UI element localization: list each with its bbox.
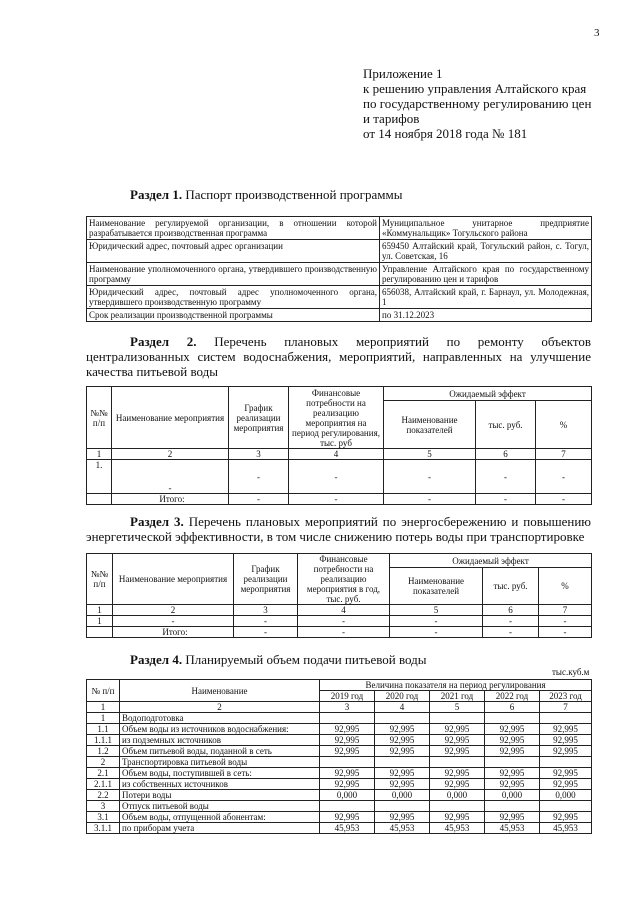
column-number: 7 — [540, 702, 592, 713]
total-pct: - — [539, 627, 592, 638]
row-num: 2.1.1 — [87, 779, 120, 790]
header-effect: Ожидаемый эффект — [384, 387, 592, 401]
row-value: 92,995 — [320, 812, 375, 823]
header-num: №№ п/п — [87, 387, 112, 449]
page-number: 3 — [594, 27, 600, 39]
row-value: 0,000 — [430, 790, 485, 801]
column-number: 4 — [289, 449, 384, 460]
total-finance: - — [298, 627, 390, 638]
row-value: 92,995 — [430, 735, 485, 746]
row-value — [540, 757, 592, 768]
table-row — [87, 616, 592, 627]
row-value: 0,000 — [540, 790, 592, 801]
row-name: - — [112, 460, 229, 494]
section3-title: Перечень плановых мероприятий по энергосбережению и повышению энергетической эффективности, в том числе снижению потерь воды при транспортировке — [86, 514, 591, 544]
table-row — [87, 801, 592, 812]
passport-label: Юридический адрес, почтовый адрес уполномоченного органа, утвердившего производственную программу — [87, 286, 380, 309]
row-name: из подземных источников — [120, 735, 320, 746]
table-row — [87, 387, 592, 401]
row-value: 0,000 — [375, 790, 430, 801]
section4-label: Раздел 4. — [130, 652, 183, 667]
total-thous: - — [476, 494, 536, 505]
passport-label: Наименование уполномоченного органа, утвердившего производственную программу — [87, 263, 380, 286]
row-value — [375, 757, 430, 768]
row-value: 92,995 — [430, 779, 485, 790]
row-value — [375, 801, 430, 812]
passport-value: Муниципальное унитарное предприятие «Коммунальщик» Тогульского района — [380, 217, 592, 240]
row-name: - — [113, 616, 234, 627]
passport-label: Юридический адрес, почтовый адрес организации — [87, 240, 380, 263]
header-num: №№ п/п — [87, 554, 113, 605]
passport-value: Управление Алтайского края по государственному регулированию цен и тарифов — [380, 263, 592, 286]
appendix-line: Приложение 1 — [363, 66, 443, 81]
row-value — [540, 801, 592, 812]
section1-heading — [130, 187, 402, 202]
row-thous: - — [483, 616, 539, 627]
header-name: Наименование мероприятия — [112, 387, 229, 449]
row-value: 45,953 — [430, 823, 485, 834]
column-number: 4 — [298, 605, 390, 616]
header-name: Наименование — [120, 680, 320, 702]
row-value: 92,995 — [430, 746, 485, 757]
passport-label: Срок реализации производственной программы — [87, 309, 380, 322]
table-row — [87, 554, 592, 568]
row-value: 92,995 — [375, 746, 430, 757]
row-num: 2 — [87, 757, 120, 768]
row-name: Объем воды из источников водоснабжения: — [120, 724, 320, 735]
table-row — [87, 494, 592, 505]
row-value: 92,995 — [540, 735, 592, 746]
header-pct: % — [539, 568, 592, 605]
row-num: 1.1.1 — [87, 735, 120, 746]
column-number: 6 — [485, 702, 540, 713]
row-value — [540, 713, 592, 724]
column-number: 3 — [229, 449, 289, 460]
section3-table — [86, 553, 592, 638]
column-number: 2 — [120, 702, 320, 713]
appendix-line: по государственному регулированию цен — [363, 96, 592, 111]
column-number: 4 — [375, 702, 430, 713]
row-value: 92,995 — [320, 735, 375, 746]
row-name: по приборам учета — [120, 823, 320, 834]
header-effect: Ожидаемый эффект — [390, 554, 592, 568]
row-name: Объем воды, поступившей в сеть: — [120, 768, 320, 779]
table-row — [87, 812, 592, 823]
header-year: 2021 год — [430, 691, 485, 702]
total-schedule: - — [229, 494, 289, 505]
column-number: 7 — [536, 449, 592, 460]
row-value: 92,995 — [320, 779, 375, 790]
column-number: 7 — [539, 605, 592, 616]
row-value — [485, 713, 540, 724]
row-value: 0,000 — [320, 790, 375, 801]
row-value: 92,995 — [320, 746, 375, 757]
header-pct: % — [536, 401, 592, 449]
unit-label: тыс.куб.м — [552, 667, 590, 677]
header-period: Величина показателя на период регулирования — [320, 680, 592, 691]
table-row — [87, 713, 592, 724]
row-value: 92,995 — [430, 812, 485, 823]
row-value: 92,995 — [430, 768, 485, 779]
header-indicator: Наименование показателей — [384, 401, 476, 449]
table-row — [87, 680, 592, 691]
row-value — [430, 757, 485, 768]
row-value: 92,995 — [485, 746, 540, 757]
section4-body — [87, 713, 592, 834]
row-value: 92,995 — [540, 779, 592, 790]
header-finance: Финансовые потребности на реализацию мероприятия в год, тыс. руб. — [298, 554, 390, 605]
table-row — [87, 449, 592, 460]
column-number: 5 — [430, 702, 485, 713]
row-num: 3 — [87, 801, 120, 812]
table-row — [87, 735, 592, 746]
header-thous: тыс. руб. — [483, 568, 539, 605]
row-schedule: - — [234, 616, 298, 627]
row-value: 0,000 — [485, 790, 540, 801]
section1-title: Паспорт производственной программы — [185, 187, 403, 202]
table-row — [87, 309, 592, 322]
section2-heading — [86, 334, 591, 379]
row-name: Водоподготовка — [120, 713, 320, 724]
table-row — [87, 768, 592, 779]
row-value: 45,953 — [320, 823, 375, 834]
section2-title: Перечень плановых мероприятий по ремонту объектов централизованных систем водоснабжения, мероприятий, направленных на улучшение качества питьевой воды — [86, 334, 592, 379]
column-number: 3 — [320, 702, 375, 713]
total-thous: - — [483, 627, 539, 638]
row-thous: - — [476, 460, 536, 494]
row-indicator: - — [384, 460, 476, 494]
row-value: 92,995 — [320, 724, 375, 735]
row-name: Отпуск питьевой воды — [120, 801, 320, 812]
row-value: 92,995 — [540, 812, 592, 823]
section3-label: Раздел 3. — [130, 514, 184, 529]
appendix-line: к решению управления Алтайского края — [363, 81, 587, 96]
row-value: 92,995 — [485, 768, 540, 779]
appendix-line: и тарифов — [363, 111, 420, 126]
column-number: 2 — [113, 605, 234, 616]
row-value: 92,995 — [375, 779, 430, 790]
total-label: Итого: — [112, 494, 229, 505]
row-indicator: - — [390, 616, 483, 627]
row-value: 92,995 — [320, 768, 375, 779]
column-number: 1 — [87, 449, 112, 460]
header-indicator: Наименование показателей — [390, 568, 483, 605]
column-number: 1 — [87, 605, 113, 616]
section2-label: Раздел 2. — [130, 334, 197, 349]
row-value: 92,995 — [485, 724, 540, 735]
row-num: 1 — [87, 713, 120, 724]
row-num: 3.1 — [87, 812, 120, 823]
row-value — [320, 801, 375, 812]
row-pct: - — [536, 460, 592, 494]
table-row — [87, 240, 592, 263]
row-value: 92,995 — [375, 812, 430, 823]
row-schedule: - — [229, 460, 289, 494]
row-value — [320, 713, 375, 724]
row-value — [430, 801, 485, 812]
row-value — [375, 713, 430, 724]
total-indicator: - — [390, 627, 483, 638]
header-num: № п/п — [87, 680, 120, 702]
header-year: 2020 год — [375, 691, 430, 702]
row-value: 92,995 — [485, 779, 540, 790]
row-value: 92,995 — [540, 746, 592, 757]
total-label: Итого: — [113, 627, 234, 638]
row-num: 2.2 — [87, 790, 120, 801]
total-finance: - — [289, 494, 384, 505]
row-name: Транспортировка питьевой воды — [120, 757, 320, 768]
row-value — [485, 757, 540, 768]
header-schedule: График реализации мероприятия — [234, 554, 298, 605]
column-number: 3 — [234, 605, 298, 616]
row-value — [320, 757, 375, 768]
row-finance: - — [289, 460, 384, 494]
row-value: 92,995 — [375, 768, 430, 779]
passport-table — [86, 216, 592, 322]
section4-table — [86, 679, 592, 834]
section3-heading — [86, 514, 591, 544]
table-row — [87, 605, 592, 616]
table-row — [87, 702, 592, 713]
row-value: 92,995 — [485, 812, 540, 823]
table-row — [87, 217, 592, 240]
row-name: из собственных источников — [120, 779, 320, 790]
header-year: 2022 год — [485, 691, 540, 702]
section4-title: Планируемый объем подачи питьевой воды — [185, 652, 427, 667]
table-row — [87, 263, 592, 286]
row-finance: - — [298, 616, 390, 627]
column-number: 5 — [390, 605, 483, 616]
section2-table — [86, 386, 592, 505]
table-row — [87, 724, 592, 735]
table-row — [87, 779, 592, 790]
row-value: 92,995 — [375, 735, 430, 746]
row-value: 92,995 — [430, 724, 485, 735]
row-pct: - — [539, 616, 592, 627]
table-row — [87, 627, 592, 638]
appendix-header — [363, 66, 591, 141]
row-num: 1. — [87, 460, 112, 494]
table-row — [87, 790, 592, 801]
section4-heading — [130, 652, 427, 667]
row-value: 92,995 — [540, 724, 592, 735]
header-finance: Финансовые потребности на реализацию мероприятия на период регулирования, тыс. руб — [289, 387, 384, 449]
row-name: Объем питьевой воды, поданной в сеть — [120, 746, 320, 757]
row-value — [485, 801, 540, 812]
table-row — [87, 746, 592, 757]
passport-value: 659450 Алтайский край, Тогульский район, с. Тогул, ул. Советская, 16 — [380, 240, 592, 263]
total-schedule: - — [234, 627, 298, 638]
total-pct: - — [536, 494, 592, 505]
header-schedule: График реализации мероприятия — [229, 387, 289, 449]
header-year: 2019 год — [320, 691, 375, 702]
row-name: Потери воды — [120, 790, 320, 801]
column-number: 6 — [476, 449, 536, 460]
row-name: Объем воды, отпущенной абонентам: — [120, 812, 320, 823]
row-num: 1.2 — [87, 746, 120, 757]
row-value: 45,953 — [375, 823, 430, 834]
appendix-line: от 14 ноября 2018 года № 181 — [363, 126, 528, 141]
section1-label: Раздел 1. — [130, 187, 183, 202]
table-row — [87, 823, 592, 834]
column-number: 1 — [87, 702, 120, 713]
header-year: 2023 год — [540, 691, 592, 702]
row-value: 92,995 — [540, 768, 592, 779]
total-indicator: - — [384, 494, 476, 505]
row-value: 92,995 — [375, 724, 430, 735]
passport-value: по 31.12.2023 — [380, 309, 592, 322]
column-number: 6 — [483, 605, 539, 616]
passport-value: 656038, Алтайский край, г. Барнаул, ул. Молодежная, 1 — [380, 286, 592, 309]
column-number: 5 — [384, 449, 476, 460]
row-num: 1 — [87, 616, 113, 627]
row-value: 45,953 — [485, 823, 540, 834]
row-num: 1.1 — [87, 724, 120, 735]
row-value — [430, 713, 485, 724]
passport-label: Наименование регулируемой организации, в отношении которой разрабатывается производственная программа — [87, 217, 380, 240]
row-value: 45,953 — [540, 823, 592, 834]
header-name: Наименование мероприятия — [113, 554, 234, 605]
row-num: 3.1.1 — [87, 823, 120, 834]
row-value: 92,995 — [485, 735, 540, 746]
table-row — [87, 757, 592, 768]
column-number: 2 — [112, 449, 229, 460]
table-row — [87, 286, 592, 309]
header-thous: тыс. руб. — [476, 401, 536, 449]
table-row — [87, 460, 592, 494]
row-num: 2.1 — [87, 768, 120, 779]
